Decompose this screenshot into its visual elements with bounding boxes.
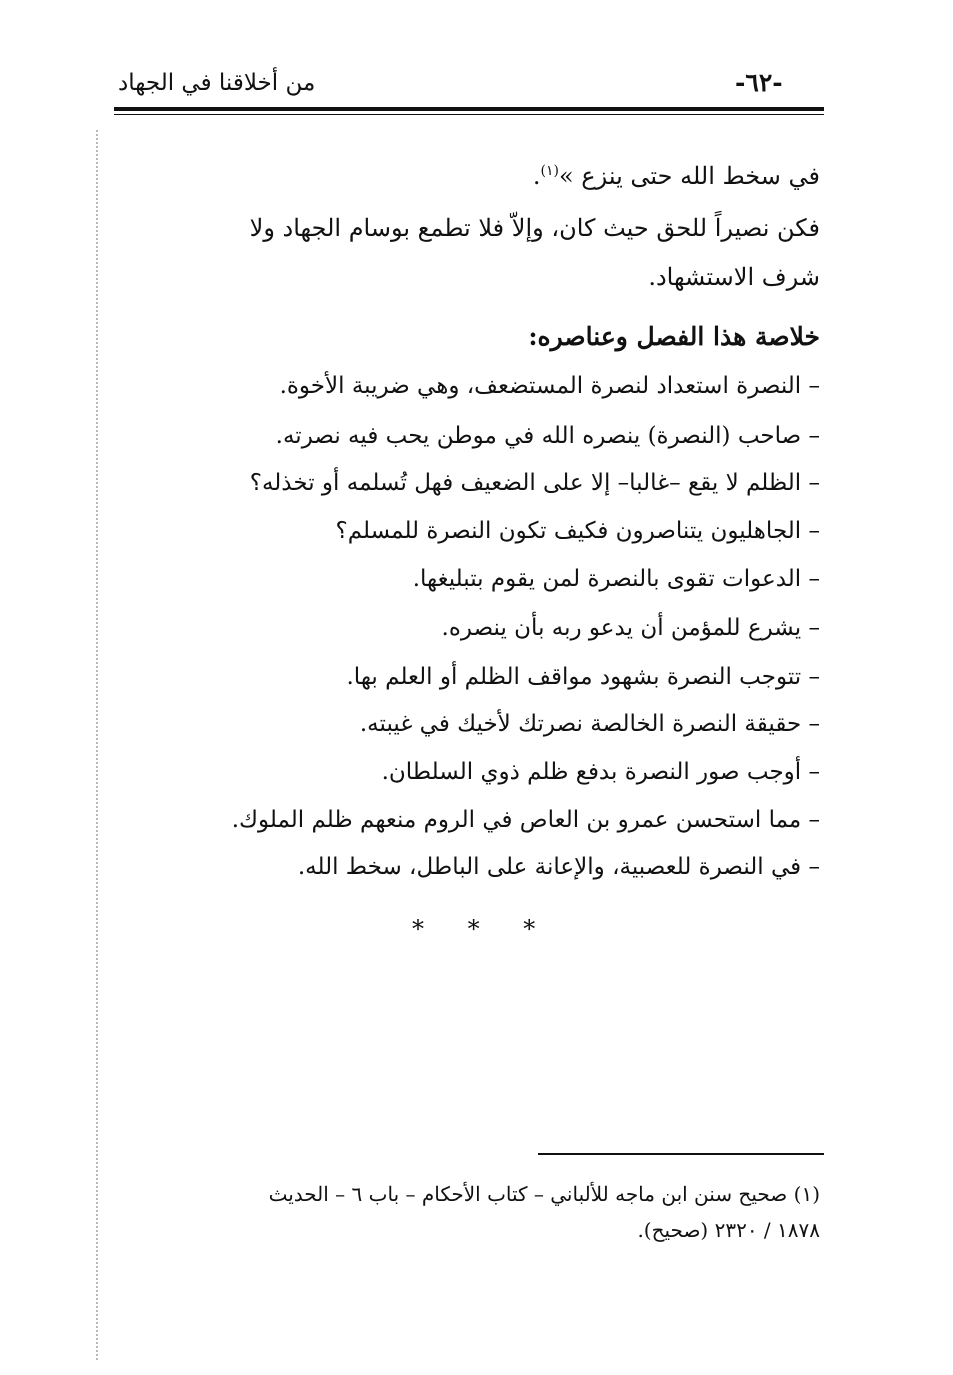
summary-item: – تتوجب النصرة بشهود مواقف الظلم أو العلم بها.: [346, 664, 820, 690]
paragraph-line-2: شرف الاستشهاد.: [648, 263, 820, 291]
footnote-reference: (١): [540, 163, 559, 179]
summary-item: – الجاهليون يتناصرون فكيف تكون النصرة للمسلم؟: [335, 518, 820, 544]
section-separator-asterisks: * * *: [412, 915, 554, 943]
body-line-end: .: [532, 162, 541, 190]
summary-item: – يشرع للمؤمن أن يدعو ربه بأن ينصره.: [441, 615, 820, 641]
paragraph-line-1: فكن نصيراً للحق حيث كان، وإلاّ فلا تطمع بوسام الجهاد ولا: [249, 214, 820, 242]
running-header-title: من أخلاقنا في الجهاد: [118, 70, 316, 96]
body-line-text: في سخط الله حتى ينزع »: [558, 162, 820, 190]
footnote-line-1: (١) صحيح سنن ابن ماجه للألباني – كتاب الأحكام – باب ٦ – الحديث: [268, 1182, 820, 1206]
footnote-rule: [538, 1153, 824, 1155]
page-edge-dotted-line: [96, 130, 98, 1360]
header-rule-thin: [114, 114, 824, 115]
page-number: -٦٢-: [735, 68, 783, 97]
summary-item: – في النصرة للعصبية، والإعانة على الباطل، سخط الله.: [297, 854, 820, 880]
summary-item: – مما استحسن عمرو بن العاص في الروم منعهم ظلم الملوك.: [231, 807, 820, 833]
summary-item: – أوجب صور النصرة بدفع ظلم ذوي السلطان.: [381, 759, 820, 785]
section-summary-heading: خلاصة هذا الفصل وعناصره:: [528, 322, 820, 351]
body-line-continuation: [533, 156, 820, 191]
summary-item: – الظلم لا يقع –غالبا– إلا على الضعيف فهل تُسلمه أو تخذله؟: [249, 470, 820, 496]
header-rule-thick: [114, 107, 824, 111]
footnote-line-2: ١٨٧٨ / ٢٣٢٠ (صحيح).: [637, 1218, 820, 1242]
summary-item: – الدعوات تقوى بالنصرة لمن يقوم بتبليغها.: [412, 566, 820, 592]
summary-item: – حقيقة النصرة الخالصة نصرتك لأخيك في غيبته.: [359, 711, 820, 737]
summary-item: – صاحب (النصرة) ينصره الله في موطن يحب فيه نصرته.: [275, 423, 820, 449]
summary-item: – النصرة استعداد لنصرة المستضعف، وهي ضريبة الأخوة.: [279, 373, 820, 399]
